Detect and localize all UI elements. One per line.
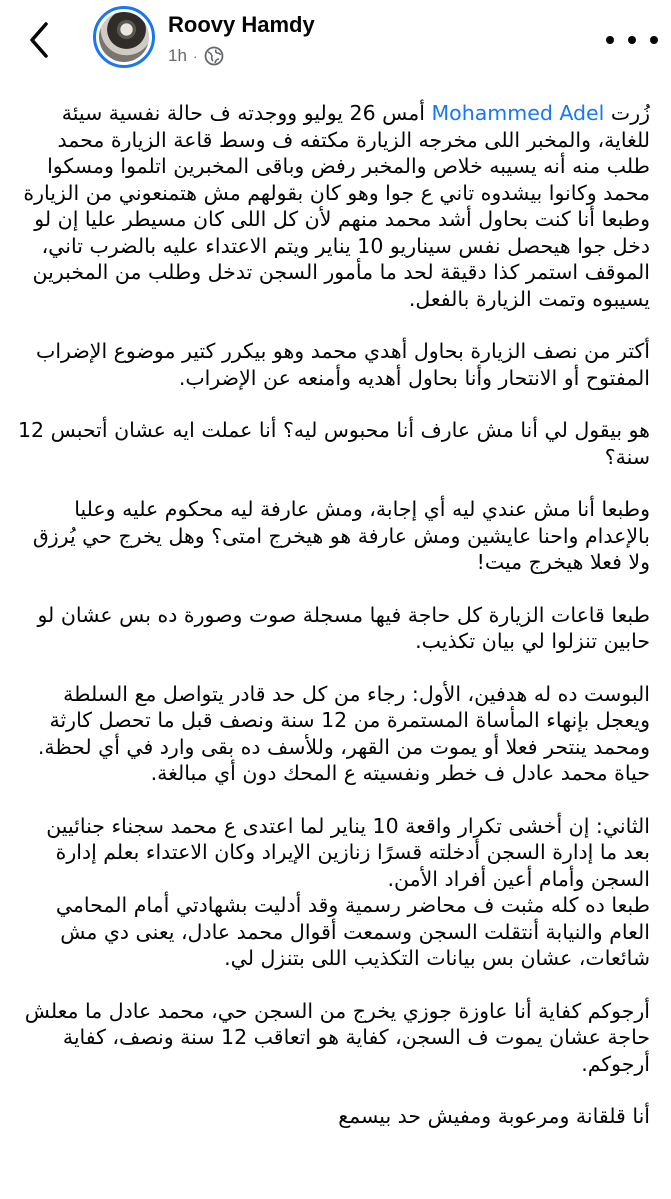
chevron-left-icon	[22, 20, 58, 60]
more-options-button[interactable]	[606, 30, 658, 50]
post-paragraph: الثاني: إن أخشى تكرار واقعة 10 يناير لما اعتدى ع محمد سجناء جنائيين بعد ما إدارة السجن أدخلته قسرًا زنازين الإيراد وكان الاعتداء بعلم إدارة السجن وأمام أعين أفراد الأمن.	[46, 813, 650, 891]
post-paragraph: أنا قلقانة ومرعوبة ومفيش حد بيسمع	[338, 1104, 650, 1128]
avatar-photo	[99, 12, 149, 62]
author-name[interactable]: Roovy Hamdy	[168, 12, 315, 37]
more-dot-icon	[628, 36, 636, 44]
more-dot-icon	[650, 36, 658, 44]
post-text	[18, 100, 650, 1156]
globe-icon[interactable]	[204, 46, 224, 66]
post-paragraph: طبعا ده كله مثبت ف محاضر رسمية وقد أدليت بشهادتي أمام المحامي العام والنيابة أنتقلت السجن وسمعت أقوال محمد عادل، يعنى دي مش شائعات، عشان بس بيانات التكذيب اللى بتنزل لي.	[55, 893, 650, 970]
post-meta	[168, 46, 224, 66]
post-paragraph: طبعا قاعات الزيارة كل حاجة فيها مسجلة صوت وصورة ده بس عشان لو حابين تنزلوا لي بيان تكذيب.	[37, 602, 650, 653]
meta-separator: ·	[192, 48, 198, 64]
post-paragraph: البوست ده له هدفين، الأول: رجاء من كل حد قادر يتواصل مع السلطة ويعجل بإنهاء المأساة المستمرة من 12 سنة ونصف قبل ما تحصل كارثة ومحمد ينتحر فعلا أو يموت من القهر، وللأسف ده بقى وارد في أي لحظة. حياة محمد عادل ف خطر ونفسيته ع المحك دون أي مبالغة.	[37, 681, 650, 785]
mention-link[interactable]: Mohammed Adel	[431, 101, 605, 125]
post-paragraph: هو بيقول لي أنا مش عارف أنا محبوس ليه؟ أنا عملت ايه عشان أتحبس 12 سنة؟	[18, 418, 650, 469]
post-paragraph: أكتر من نصف الزيارة بحاول أهدي محمد وهو بيكرر كتير موضوع الإضراب المفتوح أو الانتحار وأنا بحاول أهديه وأمنعه عن الإضراب.	[36, 339, 650, 390]
post-paragraph	[18, 100, 650, 312]
post-time[interactable]: 1h	[168, 46, 187, 65]
post-header	[0, 0, 671, 92]
back-button[interactable]	[22, 20, 58, 60]
paragraph-prefix: زُرت	[610, 101, 650, 125]
more-dot-icon	[606, 36, 614, 44]
paragraph-text: أمس 26 يوليو ووجدته ف حالة نفسية سيئة للغاية، والمخبر اللى مخرجه الزيارة مكتفه ف وسط قاعة الزيارة محمد طلب منه أنه يسيبه خلاص والمخبر رفض وباقى المخبرين اتلموا ومسكوا محمد وكانوا بيشدوه تاني ع جوا وهو كان بقولهم مش هتمنعوني من الزيارة وطبعا أنا كنت بحاول أشد محمد منهم لأن كل اللى كان مسيطر عليا إن لو دخل جوا هيحصل نفس سيناريو 10 يناير ويتم الاعتداء عليه بالضرب تاني، الموقف استمر كذا دقيقة لحد ما مأمور السجن تدخل وطلب من المخبرين يسيبوه وتمت الزيارة بالفعل.	[23, 101, 650, 311]
post-paragraph: أرجوكم كفاية أنا عاوزة جوزي يخرج من السجن حي، محمد عادل ما معلش حاجة عشان يموت ف السجن، كفاية هو اتعاقب 12 سنة ونصف، كفاية أرجوكم.	[24, 998, 650, 1076]
post-paragraph: وطبعا أنا مش عندي ليه أي إجابة، ومش عارفة ليه محكوم عليه وعليا بالإعدام واحنا عايشين ومش عارفة هو هيخرج امتى؟ وهل يخرج حي يُرزق ولا فعلا هيخرج ميت!	[32, 497, 650, 574]
avatar[interactable]	[93, 6, 155, 68]
